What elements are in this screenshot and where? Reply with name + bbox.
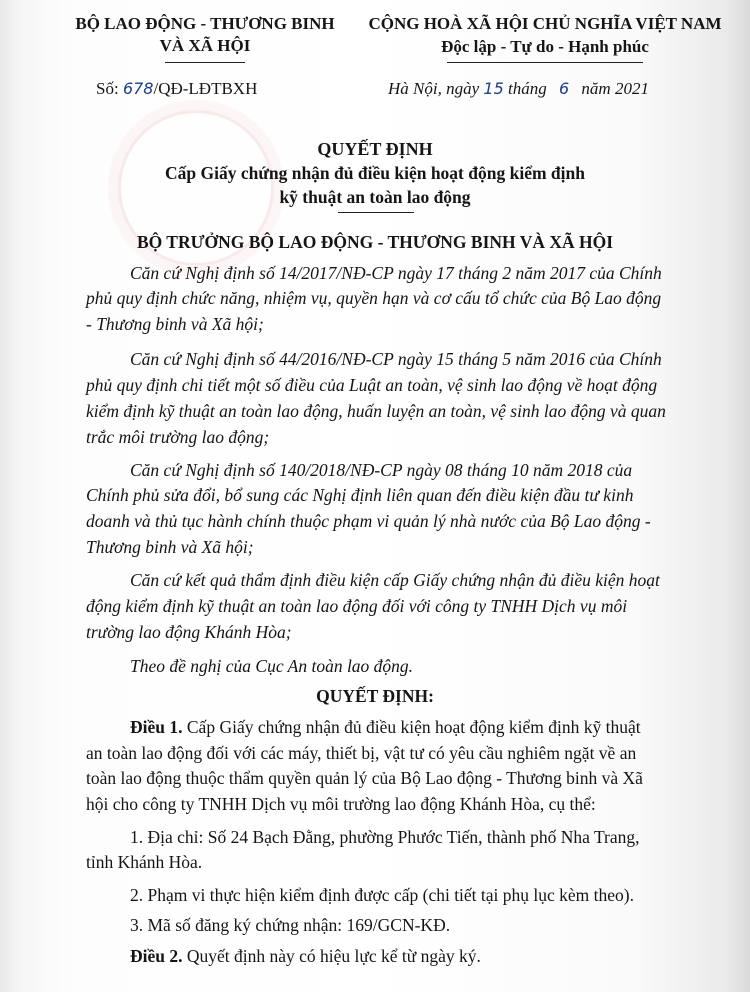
handwritten-number: 678 <box>122 79 154 98</box>
issue-date <box>388 79 649 99</box>
nation-motto: Độc lập - Tự do - Hạnh phúc <box>441 37 649 56</box>
decision-heading: QUYẾT ĐỊNH: <box>316 686 434 706</box>
ministry-name-line2: VÀ XÃ HỘI <box>159 36 251 55</box>
preamble-1-line: - Thương binh và Xã hội; <box>86 314 264 334</box>
date-prefix: Hà Nội, ngày <box>388 79 480 98</box>
preamble-4-line: trường lao động Khánh Hòa; <box>86 622 292 642</box>
so-label: Số: <box>96 79 119 98</box>
article-1-text: Cấp Giấy chứng nhận đủ điều kiện hoạt động kiểm định kỹ thuật <box>182 717 641 737</box>
month-label: tháng <box>508 79 547 98</box>
preamble-2-line: Căn cứ Nghị định số 44/2016/NĐ-CP ngày 15 tháng 5 năm 2016 của Chính <box>130 349 662 369</box>
article-1-line: an toàn lao động đối với các máy, thiết bị, vật tư có yêu cầu nghiêm ngặt về an <box>86 743 637 763</box>
subtitle-line2: kỹ thuật an toàn lao động <box>279 187 471 207</box>
preamble-2-line: phủ quy định chi tiết một số điều của Luật an toàn, vệ sinh lao động về hoạt động <box>86 375 658 395</box>
preamble-1-line: phủ quy định chức năng, nhiệm vụ, quyền hạn và cơ cấu tổ chức của Bộ Lao động <box>86 288 662 308</box>
article-1-item-3: 3. Mã số đăng ký chứng nhận: 169/GCN-KĐ. <box>130 915 451 935</box>
title-underline <box>338 212 414 213</box>
preamble-3-line: Chính phủ sửa đổi, bổ sung các Nghị định liên quan đến điều kiện đầu tư kinh <box>86 485 634 505</box>
article-1-line: toàn lao động thuộc thẩm quyền quản lý của Bộ Lao động - Thương binh và Xã <box>86 768 643 788</box>
preamble-2-line: trắc môi trường lao động; <box>86 427 270 447</box>
article-1-line <box>130 717 641 738</box>
article-2-line <box>130 946 481 967</box>
ministry-name-line1: BỘ LAO ĐỘNG - THƯƠNG BINH <box>75 14 335 33</box>
article-1-label: Điều 1. <box>130 717 183 737</box>
document-title: QUYẾT ĐỊNH <box>317 139 433 159</box>
article-2-text: Quyết định này có hiệu lực kể từ ngày ký. <box>182 946 481 966</box>
preamble-3-line: Căn cứ Nghị định số 140/2018/NĐ-CP ngày 08 tháng 10 năm 2018 của <box>130 460 633 480</box>
motto-underline <box>447 62 643 63</box>
article-1-line: hội cho công ty TNHH Dịch vụ môi trường lao động Khánh Hòa, cụ thể: <box>86 794 596 814</box>
issuing-authority: BỘ TRƯỞNG BỘ LAO ĐỘNG - THƯƠNG BINH VÀ XÃ HỘI <box>136 232 614 252</box>
so-suffix: /QĐ-LĐTBXH <box>153 79 258 98</box>
preamble-1-line: Căn cứ Nghị định số 14/2017/NĐ-CP ngày 17 tháng 2 năm 2017 của Chính <box>130 263 662 283</box>
handwritten-month: 6 <box>558 79 570 98</box>
article-1-item-1: 1. Địa chỉ: Số 24 Bạch Đằng, phường Phước Tiến, thành phố Nha Trang, <box>130 827 640 847</box>
preamble-3-line: doanh và thủ tục hành chính thuộc phạm vi quản lý nhà nước của Bộ Lao động - <box>86 511 651 531</box>
article-2-label: Điều 2. <box>130 946 183 966</box>
ministry-underline <box>165 62 245 63</box>
preamble-4-line: động kiểm định kỹ thuật an toàn lao động đối với công ty TNHH Dịch vụ môi <box>86 596 628 616</box>
preamble-3-line: Thương binh và Xã hội; <box>86 537 254 557</box>
nation-name: CỘNG HOÀ XÃ HỘI CHỦ NGHĨA VIỆT NAM <box>368 14 722 33</box>
preamble-4-line: Căn cứ kết quả thẩm định điều kiện cấp Giấy chứng nhận đủ điều kiện hoạt <box>130 570 660 590</box>
handwritten-day: 15 <box>483 79 504 98</box>
subtitle-line1: Cấp Giấy chứng nhận đủ điều kiện hoạt động kiểm định <box>165 163 585 183</box>
year: năm 2021 <box>581 79 649 98</box>
preamble-5-line: Theo đề nghị của Cục An toàn lao động. <box>130 656 414 676</box>
preamble-2-line: kiểm định kỹ thuật an toàn lao động, huấn luyện an toàn, vệ sinh lao động và quan <box>86 401 666 421</box>
document-number <box>96 79 257 99</box>
article-1-item-1-cont: tỉnh Khánh Hòa. <box>86 852 203 872</box>
article-1-item-2: 2. Phạm vi thực hiện kiểm định được cấp (chi tiết tại phụ lục kèm theo). <box>130 885 635 905</box>
